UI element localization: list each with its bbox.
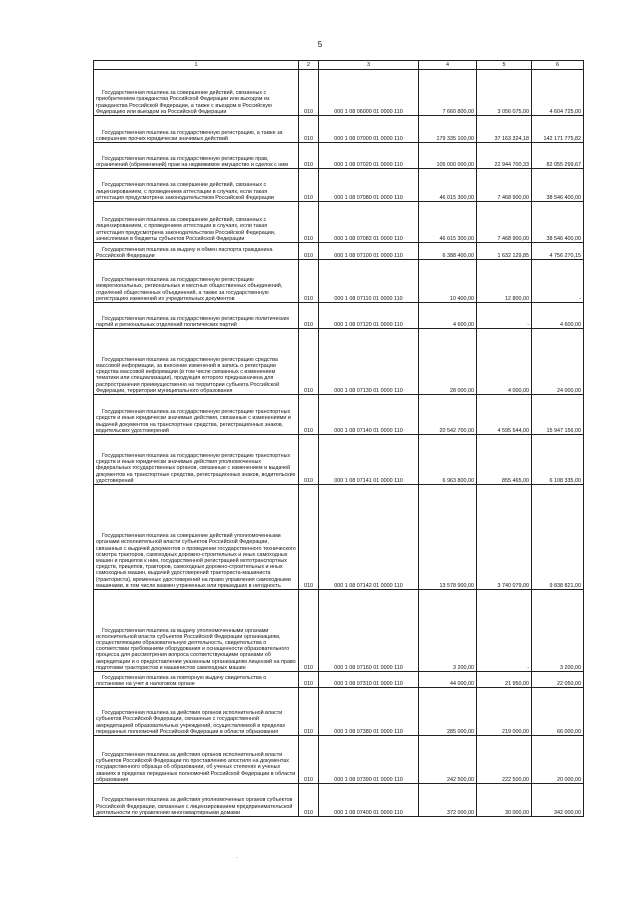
- row-kbk: 000 1 08 07100 01 0000 110: [319, 243, 419, 260]
- row-value-5: 1 632 129,85: [477, 243, 532, 260]
- row-name: Государственная пошлина за совершение действий, связанных с лицензированием, с проведением аттестации в случаях, если такая аттестация предусмотрена законодательством Российской Федерации, зачисляемая в бюджеты субъектов Российской Федерации: [94, 202, 299, 243]
- row-value-5: 4 000,00: [477, 329, 532, 395]
- row-value-4: 44 000,00: [419, 672, 477, 688]
- row-value-4: 285 000,00: [419, 688, 477, 736]
- table-row: [94, 143, 584, 169]
- revenue-table: [93, 60, 584, 817]
- row-value-5: 4 595 544,00: [477, 395, 532, 435]
- row-kbk: 000 1 08 07160 01 0000 110: [319, 590, 419, 672]
- table-row: [94, 672, 584, 688]
- row-kbk: 000 1 08 07130 01 0000 110: [319, 329, 419, 395]
- column-header: 3: [319, 61, 419, 70]
- row-value-6: 3 200,00: [532, 590, 584, 672]
- row-kbk: 000 1 08 07390 01 0000 110: [319, 736, 419, 784]
- row-value-4: 105 000 000,00: [419, 143, 477, 169]
- row-value-5: 7 468 900,00: [477, 202, 532, 243]
- row-name: Государственная пошлина за государственную регистрацию межрегиональных, региональных и местных общественных объединений, отделений общественных объединений, а также за государственную регистрацию изменений их учредительных документов: [94, 260, 299, 303]
- row-value-4: 28 000,00: [419, 329, 477, 395]
- row-value-6: 4 600,00: [532, 303, 584, 329]
- row-value-5: 21 950,00: [477, 672, 532, 688]
- table-row: [94, 329, 584, 395]
- row-code: 010: [299, 143, 319, 169]
- column-header: 5: [477, 61, 532, 70]
- row-value-4: 179 335 100,00: [419, 116, 477, 143]
- table-header-row: [94, 61, 584, 70]
- row-kbk: 000 1 08 07310 01 0000 110: [319, 672, 419, 688]
- table-row: [94, 485, 584, 590]
- row-name: Государственная пошлина за повторную выдачу свидетельства о постановке на учет в налоговом органе: [94, 672, 299, 688]
- table-row: [94, 116, 584, 143]
- column-header: 4: [419, 61, 477, 70]
- column-header: 2: [299, 61, 319, 70]
- row-value-6: 24 000,00: [532, 329, 584, 395]
- row-value-5: 37 163 324,18: [477, 116, 532, 143]
- row-name: Государственная пошлина за государственную регистрацию политических партий и региональных отделений политических партий: [94, 303, 299, 329]
- row-value-4: 20 542 700,00: [419, 395, 477, 435]
- table-row: [94, 169, 584, 202]
- row-value-5: 222 500,00: [477, 736, 532, 784]
- row-value-6: 15 947 156,00: [532, 395, 584, 435]
- row-code: 010: [299, 672, 319, 688]
- row-name: Государственная пошлина за государственную регистрацию, а также за совершение прочих юридически значимых действий: [94, 116, 299, 143]
- row-value-6: 342 000,00: [532, 784, 584, 817]
- row-code: 010: [299, 260, 319, 303]
- row-code: 010: [299, 590, 319, 672]
- row-kbk: 000 1 08 07380 01 0000 110: [319, 688, 419, 736]
- row-code: 010: [299, 303, 319, 329]
- row-value-4: 46 015 300,00: [419, 169, 477, 202]
- row-name: Государственная пошлина за государственную регистрацию транспортных средств и иные юридически значимые действия, связанные с изменениями и выдачей документов на транспортные средства, регистрационных знаков, водительских удостоверений: [94, 395, 299, 435]
- table-row: [94, 243, 584, 260]
- row-name: Государственная пошлина за действия органов исполнительной власти субъектов Российской Федерации, связанные с государственной аккредитацией образовательных учреждений, осуществляемой в пределах переданных полномочий Российской Федерации в области образования: [94, 688, 299, 736]
- row-code: 010: [299, 736, 319, 784]
- row-code: 010: [299, 243, 319, 260]
- row-kbk: 000 1 08 07082 01 0000 110: [319, 202, 419, 243]
- row-value-4: 46 015 300,00: [419, 202, 477, 243]
- row-code: 010: [299, 70, 319, 116]
- row-code: 010: [299, 435, 319, 485]
- table-row: [94, 70, 584, 116]
- row-value-4: 372 000,00: [419, 784, 477, 817]
- row-name: Государственная пошлина за выдачу уполномоченными органами исполнительной власти субъектов Российской Федерации организациям, осуществляющим образовательную деятельность, свидетельства о соответствии требованиям оборудования и оснащенности образовательного процесса для рассмотрения вопроса соответствующими органами об аккредитации и о предоставлении указанным организациям лицензий на право подготовки трактористов и машинистов самоходных машин: [94, 590, 299, 672]
- row-name: Государственная пошлина за выдачу и обмен паспорта гражданина Российской Федерации: [94, 243, 299, 260]
- row-kbk: 000 1 08 07080 01 0000 110: [319, 169, 419, 202]
- row-value-5: 855 465,00: [477, 435, 532, 485]
- row-code: 010: [299, 116, 319, 143]
- row-value-6: 82 055 299,67: [532, 143, 584, 169]
- row-value-4: 242 500,00: [419, 736, 477, 784]
- row-value-5: 30 000,00: [477, 784, 532, 817]
- row-name: Государственная пошлина за совершение действий, связанных с приобретением гражданства Российской Федерации или выходом из гражданства Российской Федерации, а также с въездом в Российскую Федерацию или выездом из Российской Федерации: [94, 70, 299, 116]
- row-value-5: 3 056 075,00: [477, 70, 532, 116]
- row-code: 010: [299, 395, 319, 435]
- column-header: 1: [94, 61, 299, 70]
- row-value-4: 6 963 800,00: [419, 435, 477, 485]
- row-value-5: 3 740 079,00: [477, 485, 532, 590]
- row-kbk: 000 1 08 07020 01 0000 110: [319, 143, 419, 169]
- row-kbk: 000 1 08 06000 01 0000 110: [319, 70, 419, 116]
- row-value-6: 38 546 400,00: [532, 202, 584, 243]
- row-value-6: 4 756 270,15: [532, 243, 584, 260]
- row-value-4: 13 578 900,00: [419, 485, 477, 590]
- row-value-4: 3 200,00: [419, 590, 477, 672]
- row-value-5: 219 000,00: [477, 688, 532, 736]
- page-number: 5: [317, 40, 323, 49]
- row-value-4: 10 400,00: [419, 260, 477, 303]
- row-value-6: -: [532, 260, 584, 303]
- row-value-6: 6 108 335,00: [532, 435, 584, 485]
- row-kbk: 000 1 08 07110 01 0000 110: [319, 260, 419, 303]
- row-value-4: 6 388 400,00: [419, 243, 477, 260]
- row-name: Государственная пошлина за государственную регистрацию средства массовой информации, за внесение изменений в запись о регистрации средства массовой информации (в том числе связанных с изменением тематики или специализации), продукция которого предназначена для распространения преимущественно на территории субъекта Российской Федерации, территории муниципального образования: [94, 329, 299, 395]
- row-kbk: 000 1 08 07000 01 0000 110: [319, 116, 419, 143]
- row-value-4: 7 660 800,00: [419, 70, 477, 116]
- table-row: [94, 395, 584, 435]
- row-name: Государственная пошлина за действия уполномоченных органов субъектов Российской Федерации, связанные с лицензированием предпринимательской деятельности по управлению многоквартирными домами: [94, 784, 299, 817]
- row-value-5: 22 944 700,33: [477, 143, 532, 169]
- row-value-5: 7 468 900,00: [477, 169, 532, 202]
- row-value-5: -: [477, 590, 532, 672]
- row-name: Государственная пошлина за действия органов исполнительной власти субъектов Российской Федерации по проставлению апостиля на документах государственного образца об образовании, об ученых степенях и ученых званиях в пределах переданных полномочий Российской Федерации в области образования: [94, 736, 299, 784]
- table-row: [94, 736, 584, 784]
- row-name: Государственная пошлина за совершение действий уполномоченными органами исполнительной власти субъектов Российской Федерации, связанных с выдачей документов о проведении государственного технического осмотра тракторов, самоходных дорожно-строительных и иных самоходных машин и прицепов к ним, государственной регистрацией мототранспортных средств, прицепов, тракторов, самоходных дорожно-строительных и иных самоходных машин, выдачей удостоверений тракториста-машиниста (тракториста), временных удостоверений на право управления самоходными машинами, в том числе взамен утраченных или пришедших в негодность: [94, 485, 299, 590]
- row-value-6: 22 050,00: [532, 672, 584, 688]
- row-value-4: 4 600,00: [419, 303, 477, 329]
- row-name: Государственная пошлина за государственную регистрацию транспортных средств и иные юридически значимые действия уполномоченных федеральных государственных органов, связанные с изменением и выдачей документов на транспортные средства, регистрационных знаков, водительских удостоверений: [94, 435, 299, 485]
- row-value-5: 12 800,00: [477, 260, 532, 303]
- row-value-6: 4 604 725,00: [532, 70, 584, 116]
- row-code: 010: [299, 784, 319, 817]
- column-header: 6: [532, 61, 584, 70]
- scan-mark: .: [236, 854, 238, 860]
- row-code: 010: [299, 202, 319, 243]
- table-row: [94, 784, 584, 817]
- table-row: [94, 303, 584, 329]
- row-value-6: 142 171 775,82: [532, 116, 584, 143]
- table-row: [94, 435, 584, 485]
- row-kbk: 000 1 08 07400 01 0000 110: [319, 784, 419, 817]
- row-name: Государственная пошлина за государственную регистрацию прав, ограничений (обременений) прав на недвижимое имущество и сделок с ним: [94, 143, 299, 169]
- row-code: 010: [299, 485, 319, 590]
- table-row: [94, 590, 584, 672]
- row-value-6: 66 000,00: [532, 688, 584, 736]
- row-value-6: 38 546 400,00: [532, 169, 584, 202]
- row-value-5: -: [477, 303, 532, 329]
- row-code: 010: [299, 688, 319, 736]
- table-row: [94, 202, 584, 243]
- row-code: 010: [299, 329, 319, 395]
- row-kbk: 000 1 08 07142 01 0000 110: [319, 485, 419, 590]
- row-value-6: 20 000,00: [532, 736, 584, 784]
- row-value-6: 9 838 821,00: [532, 485, 584, 590]
- table-row: [94, 260, 584, 303]
- table-row: [94, 688, 584, 736]
- row-name: Государственная пошлина за совершение действий, связанных с лицензированием, с проведением аттестации в случаях, если такая аттестация предусмотрена законодательством Российской Федерации: [94, 169, 299, 202]
- row-kbk: 000 1 08 07120 01 0000 110: [319, 303, 419, 329]
- row-code: 010: [299, 169, 319, 202]
- row-kbk: 000 1 08 07141 01 0000 110: [319, 435, 419, 485]
- row-kbk: 000 1 08 07140 01 0000 110: [319, 395, 419, 435]
